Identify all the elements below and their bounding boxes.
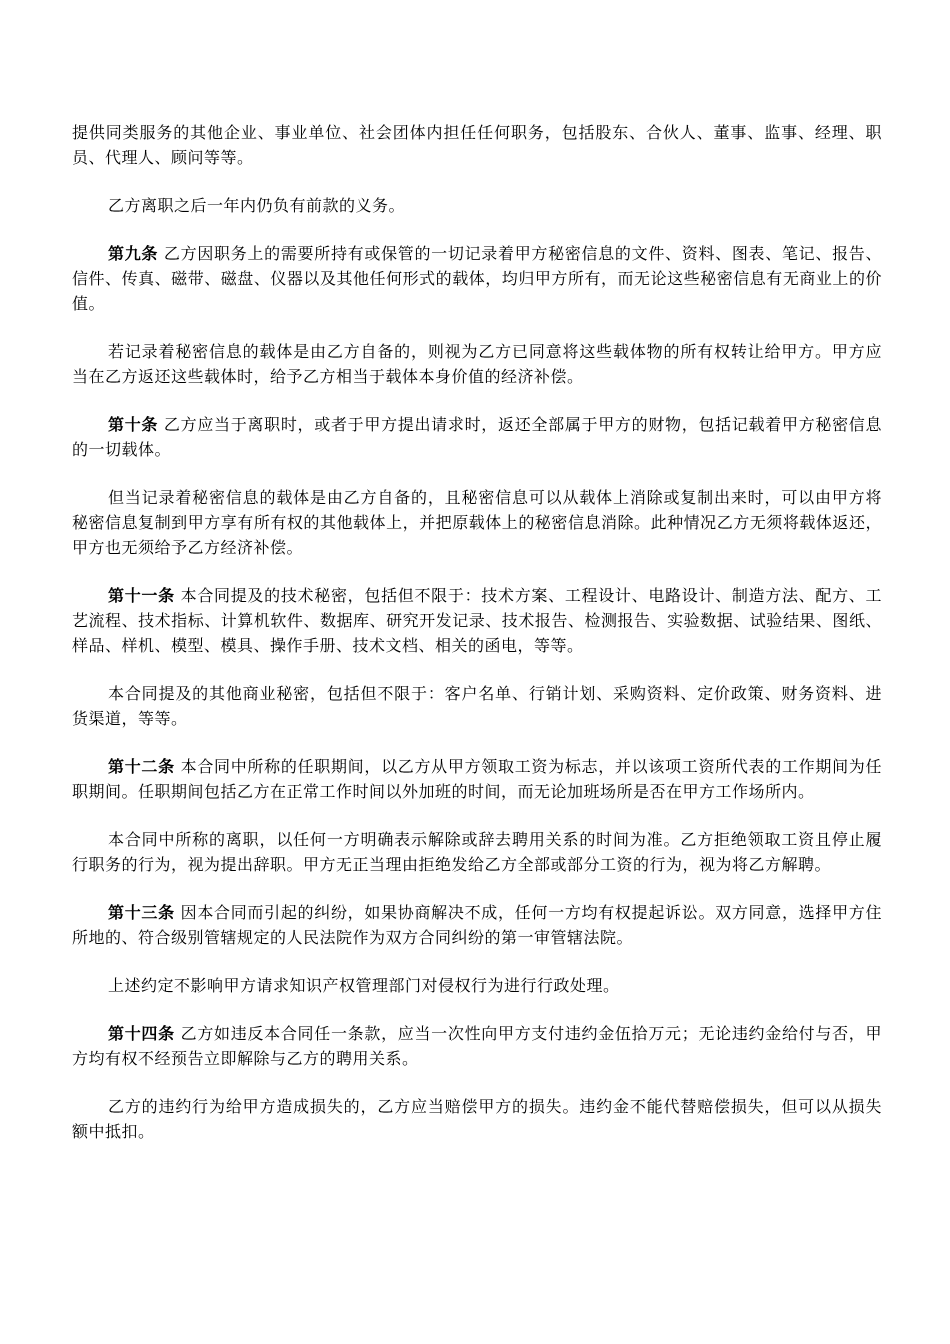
paragraph-article-14 [72,1021,882,1071]
paragraph-text: 乙方的违约行为给甲方造成损失的，乙方应当赔偿甲方的损失。违约金不能代替赔偿损失，但可以从损失额中抵扣。 [72,1097,882,1141]
paragraph-article-12-2 [72,827,882,877]
paragraph-continuation [72,120,882,170]
paragraph-text: 本合同提及的技术秘密，包括但不限于：技术方案、工程设计、电路设计、制造方法、配方、工艺流程、技术指标、计算机软件、数据库、研究开发记录、技术报告、检测报告、实验数据、试验结果、图纸、样品、样机、模型、模具、操作手册、技术文档、相关的函电，等等。 [72,586,882,655]
paragraph-article-13 [72,900,882,950]
paragraph-text: 本合同中所称的离职，以任何一方明确表示解除或辞去聘用关系的时间为准。乙方拒绝领取工资且停止履行职务的行为，视为提出辞职。甲方无正当理由拒绝发给乙方全部或部分工资的行为，视为将乙方解聘。 [72,830,882,874]
document-page [72,120,882,1167]
article-title: 第十三条 [108,903,175,922]
paragraph-article-10 [72,412,882,462]
paragraph-article-10-2 [72,485,882,560]
paragraph-text: 本合同提及的其他商业秘密，包括但不限于：客户名单、行销计划、采购资料、定价政策、财务资料、进货渠道，等等。 [72,684,882,728]
paragraph-text: 乙方如违反本合同任一条款，应当一次性向甲方支付违约金伍拾万元；无论违约金给付与否，甲方均有权不经预告立即解除与乙方的聘用关系。 [72,1024,882,1068]
paragraph-text: 提供同类服务的其他企业、事业单位、社会团体内担任任何职务，包括股东、合伙人、董事、监事、经理、职员、代理人、顾问等等。 [72,123,882,167]
paragraph-article-8-2 [72,193,882,218]
article-title: 第九条 [108,244,159,263]
article-title: 第十条 [108,415,159,434]
paragraph-text: 乙方应当于离职时，或者于甲方提出请求时，返还全部属于甲方的财物，包括记载着甲方秘密信息的一切载体。 [72,415,882,459]
paragraph-text: 乙方因职务上的需要所持有或保管的一切记录着甲方秘密信息的文件、资料、图表、笔记、报告、信件、传真、磁带、磁盘、仪器以及其他任何形式的载体，均归甲方所有，而无论这些秘密信息有无商业上的价值。 [72,244,882,313]
paragraph-article-13-2 [72,973,882,998]
article-title: 第十一条 [108,586,175,605]
paragraph-text: 乙方离职之后一年内仍负有前款的义务。 [108,196,406,215]
paragraph-article-9-2 [72,339,882,389]
paragraph-text: 因本合同而引起的纠纷，如果协商解决不成，任何一方均有权提起诉讼。双方同意，选择甲方住所地的、符合级别管辖规定的人民法院作为双方合同纠纷的第一审管辖法院。 [72,903,882,947]
paragraph-article-14-2 [72,1094,882,1144]
paragraph-text: 但当记录着秘密信息的载体是由乙方自备的，且秘密信息可以从载体上消除或复制出来时，可以由甲方将秘密信息复制到甲方享有所有权的其他载体上，并把原载体上的秘密信息消除。此种情况乙方无须将载体返还，甲方也无须给予乙方经济补偿。 [72,488,882,557]
paragraph-text: 若记录着秘密信息的载体是由乙方自备的，则视为乙方已同意将这些载体物的所有权转让给甲方。甲方应当在乙方返还这些载体时，给予乙方相当于载体本身价值的经济补偿。 [72,342,882,386]
paragraph-text: 上述约定不影响甲方请求知识产权管理部门对侵权行为进行行政处理。 [108,976,620,995]
paragraph-article-12 [72,754,882,804]
paragraph-article-9 [72,241,882,316]
paragraph-article-11 [72,583,882,658]
paragraph-text: 本合同中所称的任职期间，以乙方从甲方领取工资为标志，并以该项工资所代表的工作期间为任职期间。任职期间包括乙方在正常工作时间以外加班的时间，而无论加班场所是否在甲方工作场所内。 [72,757,882,801]
paragraph-article-11-2 [72,681,882,731]
article-title: 第十二条 [108,757,175,776]
article-title: 第十四条 [108,1024,175,1043]
